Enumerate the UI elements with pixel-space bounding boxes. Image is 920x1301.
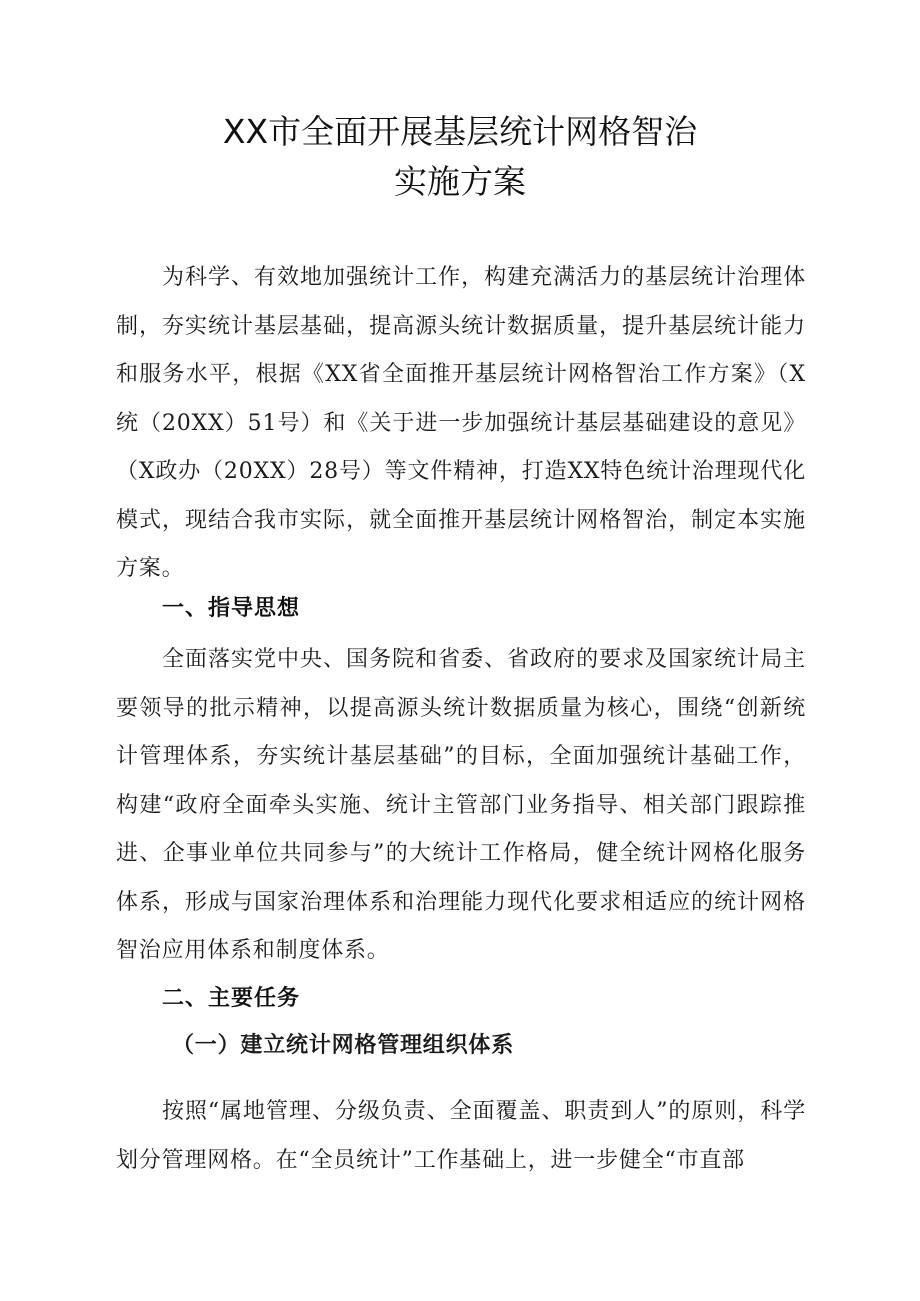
subsection-1-paragraph: 按照“属地管理、分级负责、全面覆盖、职责到人”的原则，科学划分管理网格。在“全员统计”工作基础上，进一步健全“市直部 xyxy=(116,1099,806,1173)
document-title-line-1: XX市全面开展基层统计网格智治 xyxy=(222,112,698,151)
intro-paragraph: 为科学、有效地加强统计工作，构建充满活力的基层统计治理体制，夯实统计基层基础，提高源头统计数据质量，提升基层统计能力和服务水平，根据《XX省全面推开基层统计网格智治工作方案》（X统（20XX）51号）和《关于进一步加强统计基层基础建设的意见》（X政办（20XX）28号）等文件精神，打造XX特色统计治理现代化模式，现结合我市实际，就全面推开基层统计网格智治，制定本实施方案。 xyxy=(116,265,806,581)
section-1-paragraph: 全面落实党中央、国务院和省委、省政府的要求及国家统计局主要领导的批示精神，以提高源头统计数据质量为核心，围绕“创新统计管理体系，夯实统计基层基础”的目标，全面加强统计基础工作，构建“政府全面牵头实施、统计主管部门业务指导、相关部门跟踪推进、企事业单位共同参与”的大统计工作格局，健全统计网格化服务体系，形成与国家治理体系和治理能力现代化要求相适应的统计网格智治应用体系和制度体系。 xyxy=(116,647,806,963)
document-title-line-2: 实施方案 xyxy=(394,162,526,201)
subsection-1-heading: （一）建立统计网格管理组织体系 xyxy=(172,1032,515,1058)
section-2-heading: 二、主要任务 xyxy=(162,986,301,1011)
section-1-heading: 一、指导思想 xyxy=(162,596,301,621)
